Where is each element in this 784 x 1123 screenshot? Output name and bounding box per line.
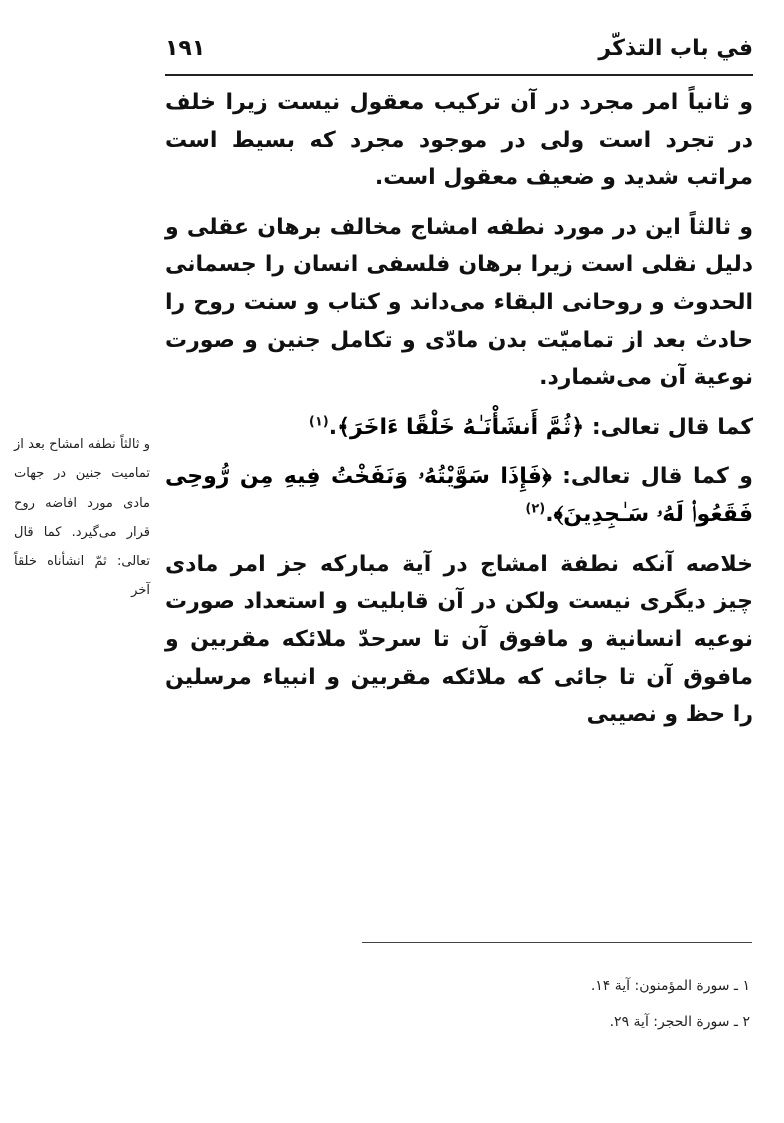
footnotes: [362, 968, 750, 1041]
page-header: [165, 34, 753, 76]
page-number: ۱۹۱: [165, 36, 206, 61]
running-title: في باب التذكّر: [598, 36, 753, 61]
footnote-1: ۱ ـ سورة المؤمنون: آية ۱۴.: [590, 978, 750, 994]
paragraph-5: خلاصه آنكه نطفة امشاج در آية مباركه جز امر مادى چيز ديگرى نيست ولكن در آن قابليت و استعداد صورت نوعيه انسانية و مافوق آن تا سرحدّ ملائكه مقربين و مافوق آن تا جائى كه ملائكه مقربين و انبياء مرسلين را حظ و نصيبى: [165, 551, 753, 728]
verse-intro-2: و كما قال تعالى:: [551, 464, 753, 490]
paragraph-4: و كما قال تعالى: ﴿فَإِذَا سَوَّيْتُهُۥ وَنَفَخْتُ فِيهِ مِن رُّوحِى فَقَعُوا۟ لَهُۥ سَـٰجِدِينَ﴾.$^{(۲)}$: [165, 464, 753, 528]
footnote-2: ۲ ـ سورة الحجر: آية ۲۹.: [609, 1014, 750, 1031]
margin-note: و ثالثاً نطفه امشاح بعد از تماميت جنين در جهات مادى مورد افاضه روح قرار مى‌گيرد. كما قال تعالى: ثمّ انشأناه خلقاً آخر: [14, 437, 150, 599]
footnote-divider: [362, 942, 752, 943]
quran-verse-1: ﴿ثُمَّ أَنشَأْنَـٰهُ خَلْقًا ءَاخَرَ﴾: [337, 414, 585, 440]
quran-verse-2: ﴿فَإِذَا سَوَّيْتُهُۥ وَنَفَخْتُ فِيهِ مِن رُّوحِى فَقَعُوا۟ لَهُۥ سَـٰجِدِينَ﴾: [165, 464, 753, 528]
footnote-ref-2: (۲): [525, 501, 546, 517]
verse-intro-1: كما قال تعالى:: [584, 414, 753, 440]
paragraph-2: و ثالثاً اين در مورد نطفه امشاج مخالف برهان عقلى و دليل نقلى است زيرا برهان فلسفى انسان را جسمانى الحدوث و روحانى البقاء مى‌داند و كتاب و سنت روح را حادث بعد از تماميّت بدن مادّى و تكامل جنين و صورت نوعية آن مى‌شمارد.: [165, 214, 753, 391]
footnote-ref-1: (۱): [308, 414, 329, 430]
paragraph-3: كما قال تعالى: ﴿ثُمَّ أَنشَأْنَـٰهُ خَلْقًا ءَاخَرَ﴾.$^{(۱)}$: [308, 414, 753, 440]
paragraph-1: و ثانياً امر مجرد در آن تركيب معقول نيست زيرا خلف در تجرد است ولى در موجود مجرد كه بسيط است مراتب شديد و ضعيف معقول است.: [165, 90, 753, 191]
main-text: [165, 84, 753, 746]
